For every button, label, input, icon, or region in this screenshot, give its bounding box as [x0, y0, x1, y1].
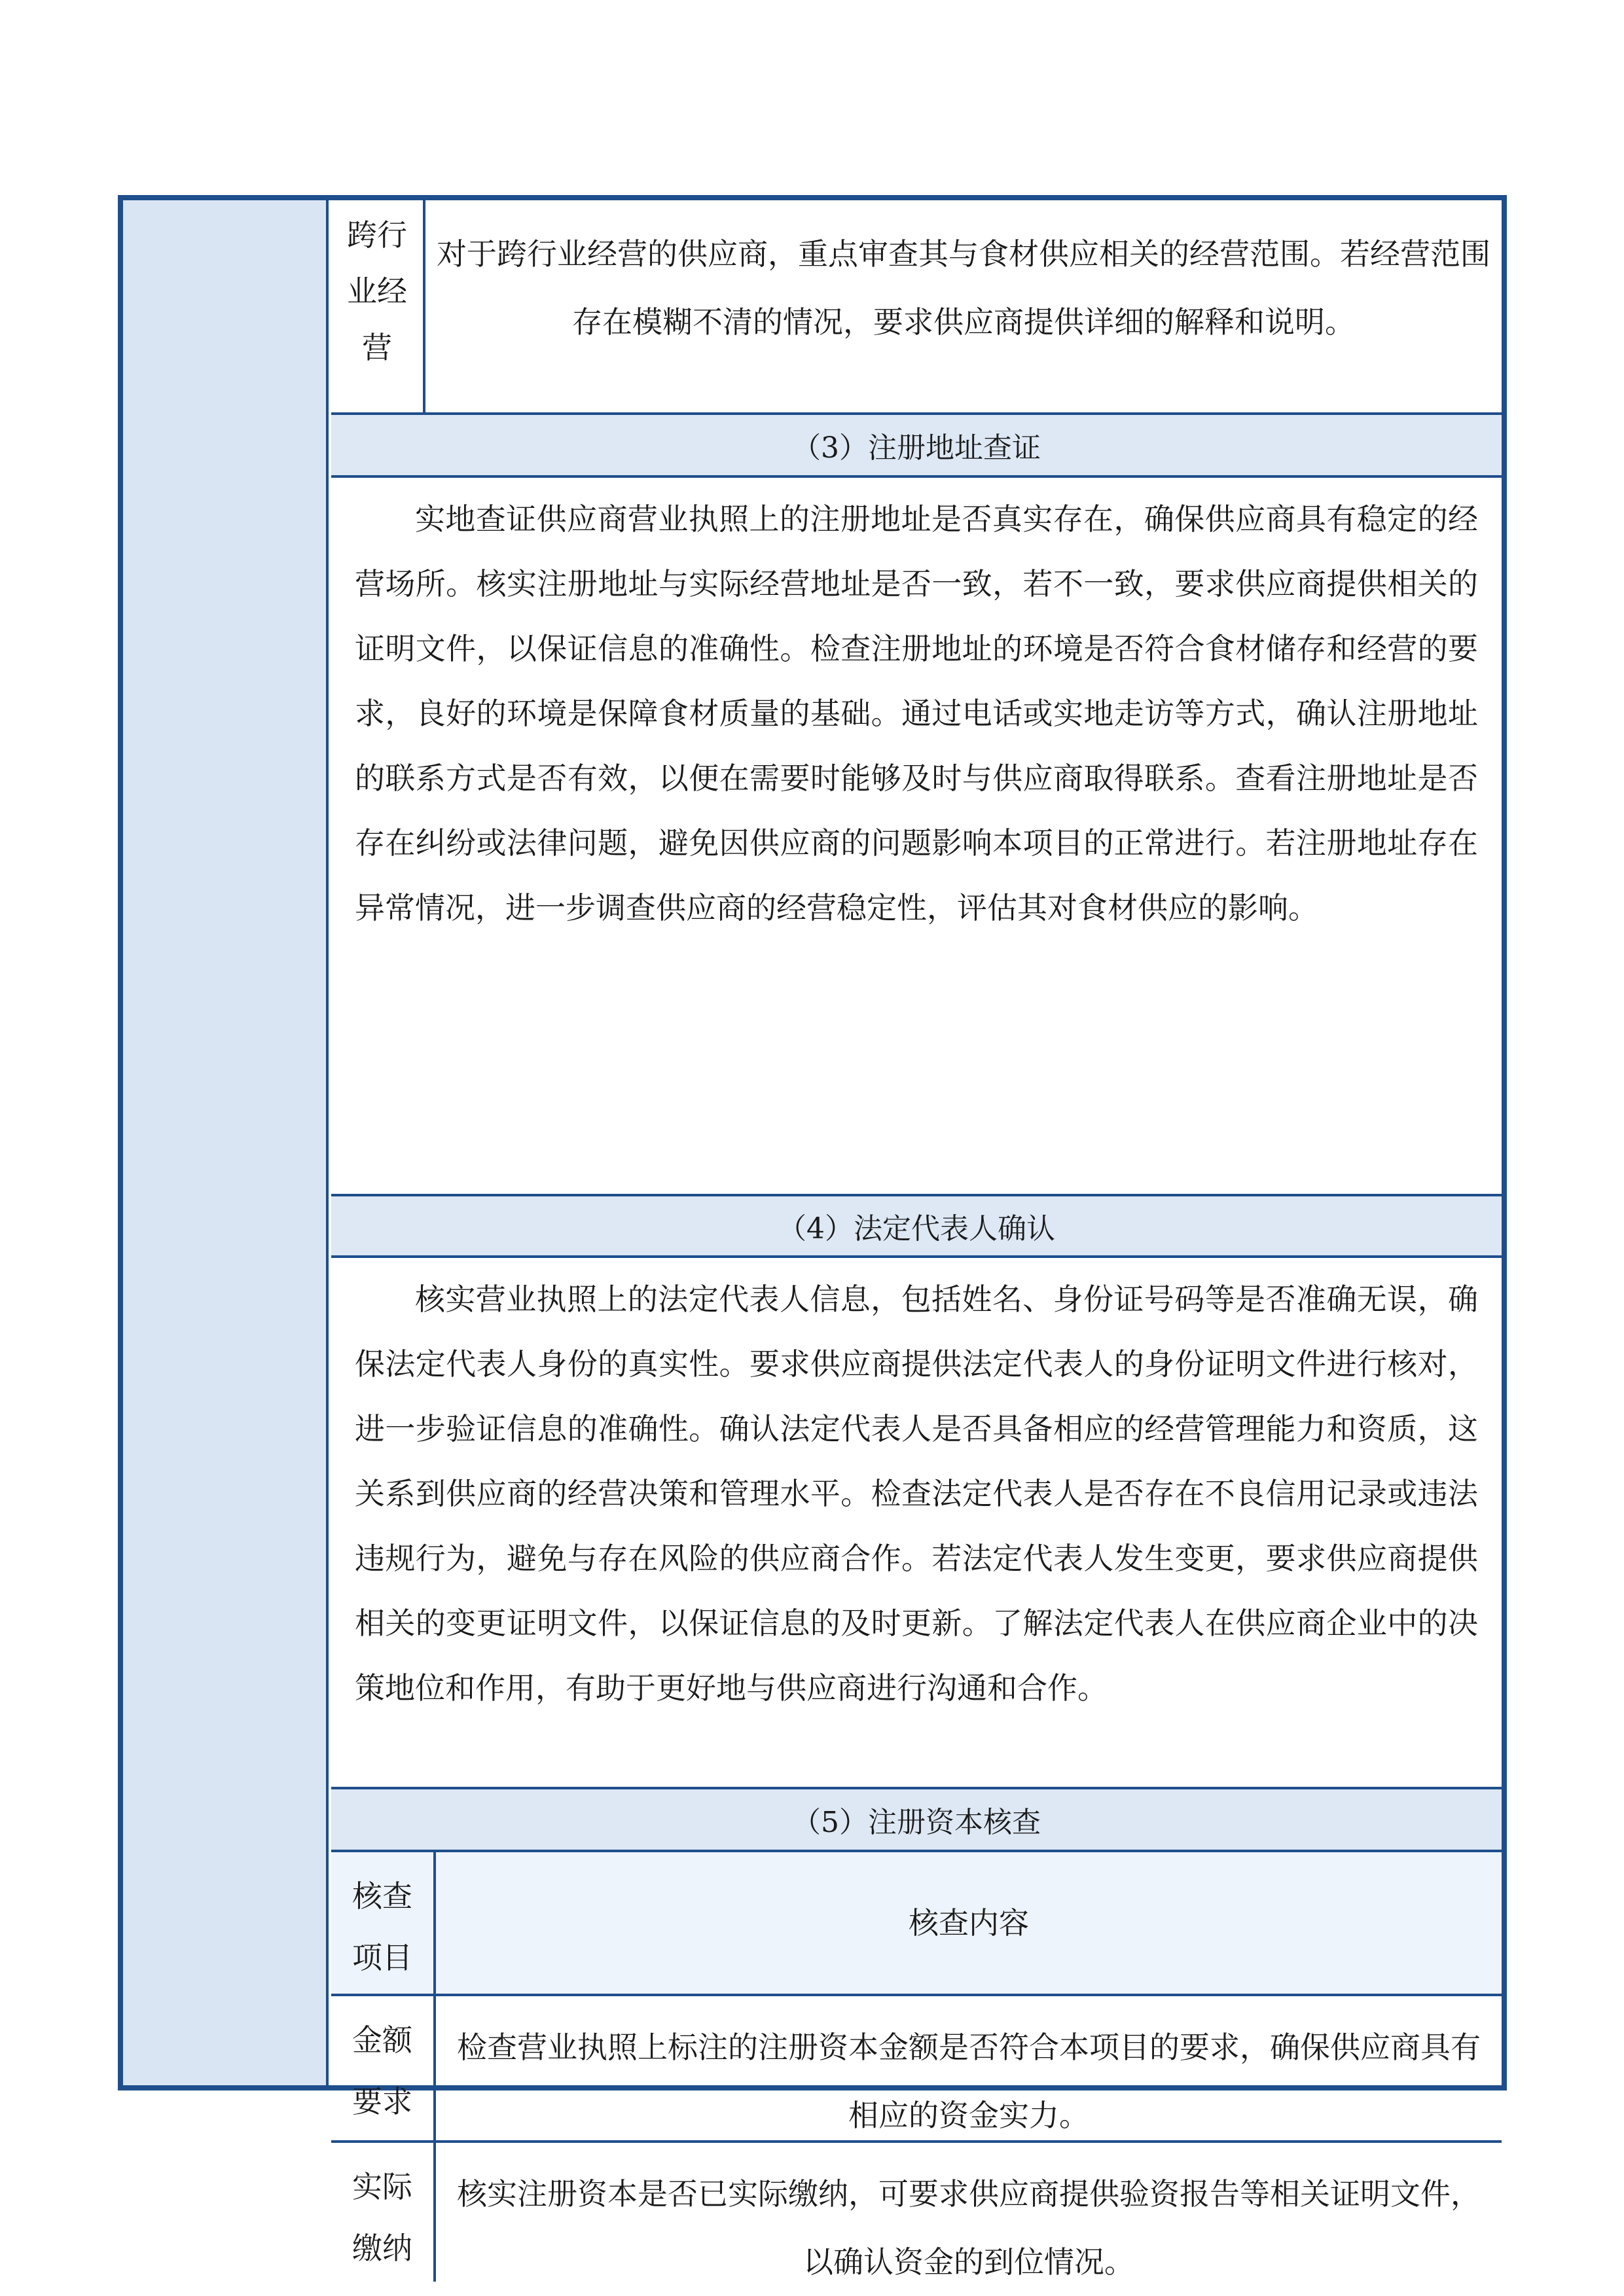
section3-body: 实地查证供应商营业执照上的注册地址是否真实存在，确保供应商具有稳定的经营场所。核实注册地址与实际经营地址是否一致，若不一致，要求供应商提供相关的证明文件，以保证信息的准确性。检查注册地址的环境是否符合食材储存和经营的要求，良好的环境是保障食材质量的基础。通过电话或实地走访等方式，确认注册地址的联系方式是否有效，以便在需要时能够及时与供应商取得联系。查看注册地址是否存在纠纷或法律问题，避免因供应商的问题影响本项目的正常进行。若注册地址存在异常情况，进一步调查供应商的经营稳定性，评估其对食材供应的影响。: [331, 478, 1502, 1196]
section5-header: （5）注册资本核查: [331, 1789, 1502, 1852]
cross-industry-label: 跨行业经营: [331, 200, 425, 412]
cross-industry-row: [331, 200, 1502, 415]
section3-header: （3）注册地址查证: [331, 415, 1502, 478]
table-content: [331, 200, 1502, 2280]
table-row: [331, 1996, 1502, 2143]
section4-body: 核实营业执照上的法定代表人信息，包括姓名、身份证号码等是否准确无误，确保法定代表人身份的真实性。要求供应商提供法定代表人的身份证明文件进行核对，进一步验证信息的准确性。确认法定代表人是否具备相应的经营管理能力和资质，这关系到供应商的经营决策和管理水平。检查法定代表人是否存在不良信用记录或违法违规行为，避免与存在风险的供应商合作。若法定代表人发生变更，要求供应商提供相关的变更证明文件，以保证信息的及时更新。了解法定代表人在供应商企业中的决策地位和作用，有助于更好地与供应商进行沟通和合作。: [331, 1258, 1502, 1789]
cross-industry-text: 对于跨行业经营的供应商，重点审查其与食材供应相关的经营范围。若经营范围存在模糊不清的情况，要求供应商提供详细的解释和说明。: [437, 236, 1490, 340]
document-table: [118, 195, 1507, 2280]
table-row: [331, 2143, 1502, 2282]
row-text: 检查营业执照上标注的注册资本金额是否符合本项目的要求，确保供应商具有相应的资金实力。: [457, 2030, 1481, 2133]
row-text: 核实注册资本是否已实际缴纳，可要求供应商提供验资报告等相关证明文件，以确认资金的到位情况。: [457, 2176, 1481, 2280]
header-label-cell: 核查项目: [331, 1852, 436, 1994]
header-content-cell: 核查内容: [909, 1905, 1029, 1941]
section4-header: （4）法定代表人确认: [331, 1196, 1502, 1258]
row-label: 金额要求: [331, 1996, 436, 2140]
section5-table-header: [331, 1852, 1502, 1996]
row-label: 实际缴纳: [331, 2143, 436, 2282]
left-category-column: [123, 200, 329, 2085]
